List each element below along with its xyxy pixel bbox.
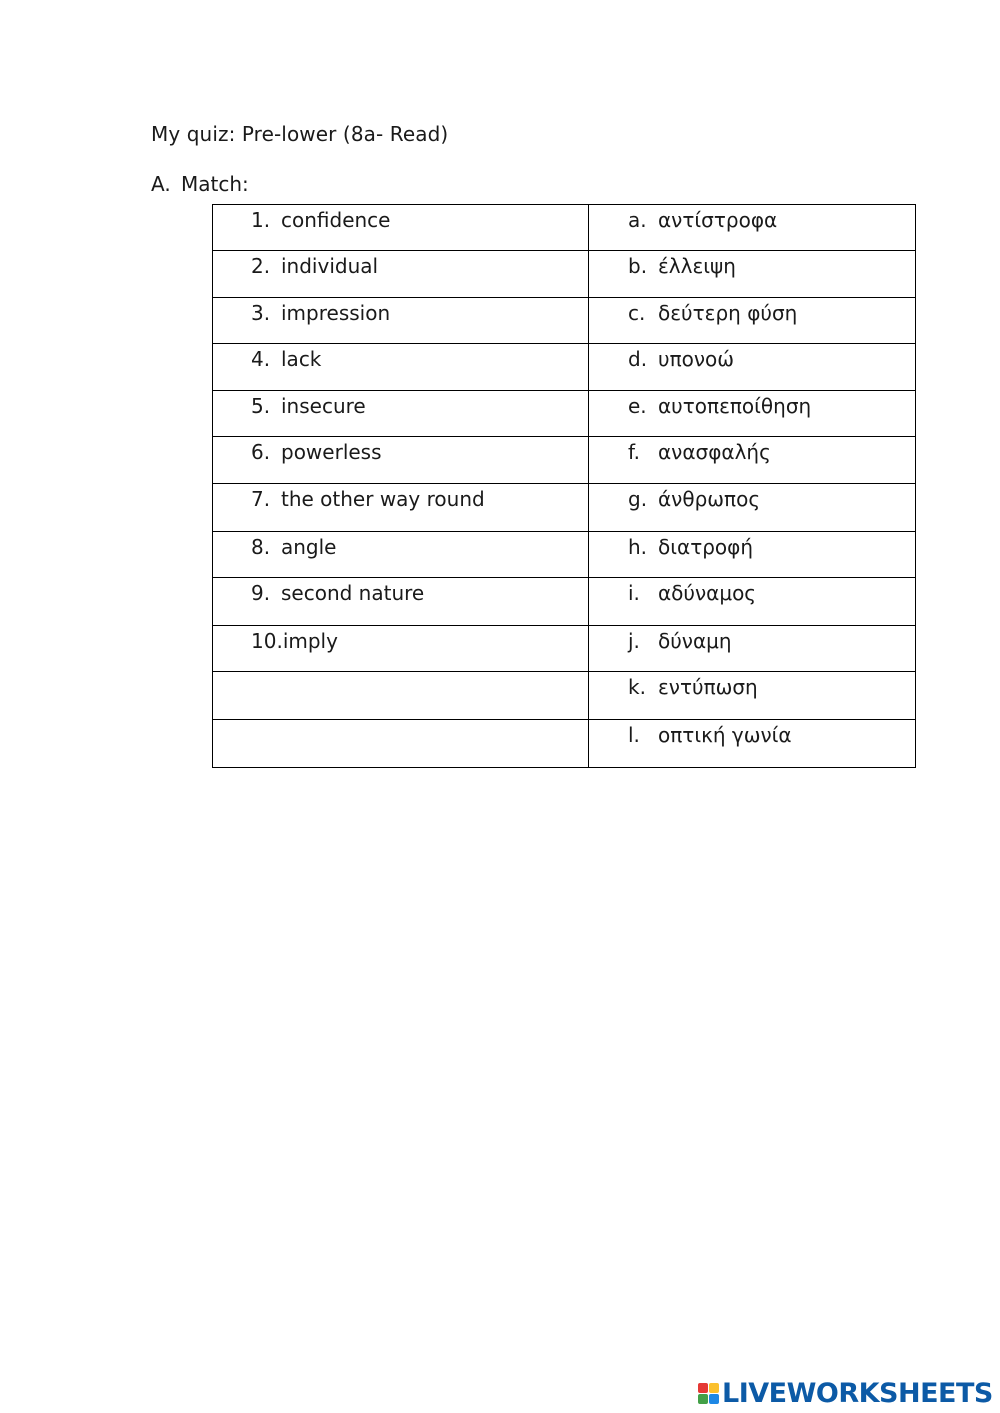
item-letter: b. [628,254,648,278]
greek-word-cell [589,298,916,344]
greek-word-cell [589,720,916,768]
english-word-cell [213,672,589,720]
item-letter: k. [628,675,646,699]
english-word-cell [213,532,589,578]
greek-word: άνθρωπος [658,487,761,511]
item-letter: c. [628,301,646,325]
section-marker: A. [151,172,171,196]
item-number: 6. [251,440,271,464]
english-word-cell [213,578,589,626]
english-word-cell [213,251,589,298]
item-letter: d. [628,347,648,371]
page-title: My quiz: Pre-lower (8a- Read) [151,122,449,146]
section-heading [151,172,249,196]
greek-word-cell [589,484,916,532]
greek-word: ανασφαλής [658,440,771,464]
item-letter: j. [628,629,640,653]
greek-word-cell [589,626,916,672]
english-word-cell [213,437,589,484]
table-row [213,391,916,437]
item-number: 7. [251,487,271,511]
greek-word: οπτική γωνία [658,723,792,747]
greek-word-cell [589,344,916,391]
greek-word: αδύναμος [658,581,757,605]
greek-word: δύναμη [658,629,732,653]
english-word: individual [281,254,379,278]
table-row [213,578,916,626]
greek-word-cell [589,672,916,720]
english-word-cell [213,720,589,768]
liveworksheets-logo [698,1378,993,1408]
greek-word: διατροφή [658,535,754,559]
greek-word-cell [589,532,916,578]
item-letter: i. [628,581,640,605]
english-word: the other way round [281,487,485,511]
english-word-cell [213,205,589,251]
item-letter: l. [628,723,640,747]
english-word: confidence [281,208,391,232]
greek-word: έλλειψη [658,254,736,278]
item-letter: a. [628,208,647,232]
table-row [213,251,916,298]
greek-word: αυτοπεποίθηση [658,394,812,418]
logo-mark-icon [698,1383,719,1404]
table-row [213,672,916,720]
greek-word: εντύπωση [658,675,758,699]
english-word-cell [213,344,589,391]
english-word-cell [213,298,589,344]
table-row [213,626,916,672]
item-letter: h. [628,535,648,559]
table-row [213,720,916,768]
item-number: 10. [251,629,283,653]
english-word: angle [281,535,337,559]
english-word-cell [213,391,589,437]
greek-word-cell [589,205,916,251]
item-letter: g. [628,487,648,511]
item-letter: e. [628,394,647,418]
table-row [213,298,916,344]
table-row [213,484,916,532]
item-letter: f. [628,440,640,464]
item-number: 2. [251,254,271,278]
greek-word: δεύτερη φύση [658,301,798,325]
english-word-cell [213,626,589,672]
english-word: second nature [281,581,425,605]
table-row [213,344,916,391]
english-word: powerless [281,440,382,464]
greek-word-cell [589,251,916,298]
item-number: 8. [251,535,271,559]
table-row [213,205,916,251]
table-row [213,532,916,578]
table-row [213,437,916,484]
item-number: 4. [251,347,271,371]
matching-table [212,204,916,768]
greek-word: υπονοώ [658,347,735,371]
item-number: 1. [251,208,271,232]
greek-word-cell [589,578,916,626]
logo-text: LIVEWORKSHEETS [722,1377,993,1409]
item-number: 5. [251,394,271,418]
item-number: 9. [251,581,271,605]
item-number: 3. [251,301,271,325]
greek-word-cell [589,391,916,437]
english-word-cell [213,484,589,532]
english-word: imply [282,629,338,653]
greek-word: αντίστροφα [658,208,778,232]
greek-word-cell [589,437,916,484]
english-word: lack [281,347,322,371]
english-word: impression [281,301,391,325]
section-label: Match: [181,172,249,196]
english-word: insecure [281,394,366,418]
